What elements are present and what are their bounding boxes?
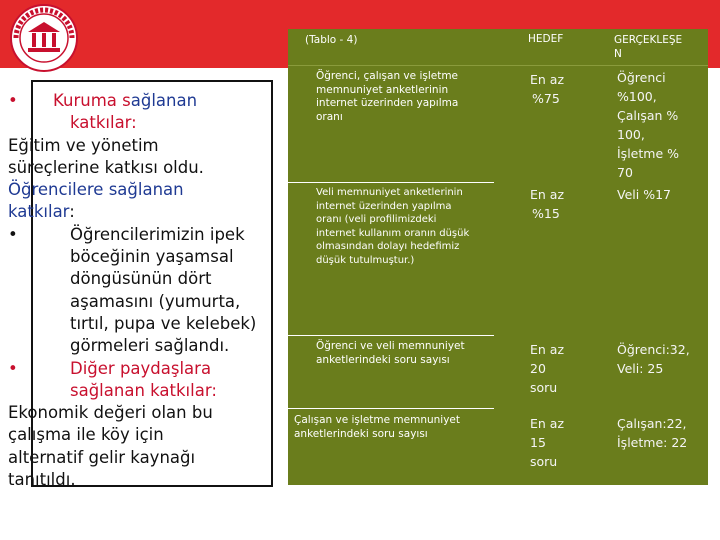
para-line: süreçlerine katkısı oldu. [8,157,204,177]
bullet-line: döngüsünün dört [70,269,212,289]
row-actual: Öğrenci:32, Veli: 25 [617,342,690,376]
bullet-line: görmeleri sağlandı. [70,336,230,356]
heading-kuruma: • Kuruma sağlanan [8,91,198,110]
row-actual: Çalışan:22, İşletme: 22 [617,416,688,450]
row-target: En az 20 soru [530,342,565,395]
heading-diger: • Diğer paydaşlara [8,358,212,378]
header-gerceklesen: GERÇEKLEŞE N [614,34,683,60]
row-target: En az 15 soru [530,416,565,469]
heading-diger-line2: sağlanan katkılar: [70,380,217,400]
row-actual: Veli %17 [617,187,671,202]
bullet-line: aşamasını (yumurta, [70,291,241,311]
row-label: Öğrenci ve veli memnuniyet anketlerindeki soru sayısı [316,340,465,366]
bullet-line: tırtıl, pupa ve kelebek) [70,313,257,333]
para-line: alternatif gelir kaynağı [8,447,196,467]
heading-ogrenciler: Öğrencilere sağlanan [8,180,184,200]
bullet-line: böceğinin yaşamsal [70,247,234,267]
row-target: En az %15 [530,187,565,221]
heading-kuruma-line2: katkılar: [70,113,137,133]
row-label: Öğrenci, çalışan ve işletme memnuniyet anketlerinin internet üzerinden yapılma oranı [316,70,459,123]
footer-source: SGB/ [342,496,372,510]
page-number: 21 [664,496,680,510]
para-line: tanıtıldı. [8,470,76,490]
header-hedef: HEDEF [528,33,564,45]
row-target: En az %75 [530,72,565,106]
row-actual: Öğrenci %100, Çalışan % 100, İşletme % 70 [617,70,679,180]
row-label: Çalışan ve işletme memnuniyet anketlerindeki soru sayısı [294,414,461,440]
para-line: Ekonomik değeri olan bu [8,403,213,423]
para-line: Eğitim ve yönetim [8,135,159,155]
para-line: çalışma ile köy için [8,425,164,445]
row-label: Veli memnuniyet anketlerinin internet üzerinden yapılma oranı (veli profilimizdeki internet kullanım oranın düşük olmasından dolayı hedefimiz düşük tutulmuştur.) [316,187,470,266]
heading-ogrenciler-line2: katkılar: [8,202,75,222]
bullet-ipek: • Öğrencilerimizin ipek [8,224,245,244]
table-caption: (Tablo - 4) [305,34,358,46]
